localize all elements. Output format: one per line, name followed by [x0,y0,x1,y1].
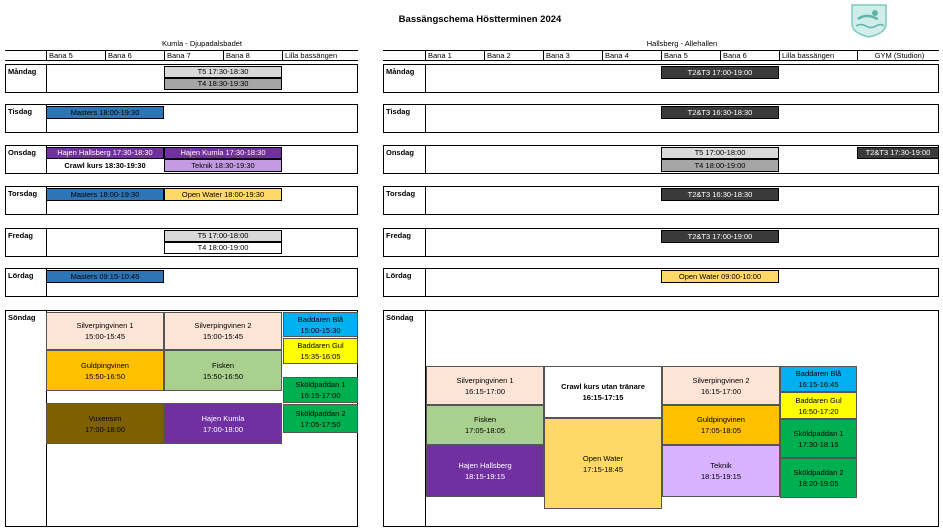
block-name: Silverpingvinen 2 [692,375,750,385]
block-time: 17:05-18:05 [700,426,742,435]
day-label: Söndag [384,311,426,526]
day-label: Lördag [384,269,426,296]
kumla-col-bana7: Bana 7 [164,51,223,61]
block-time: 15:35-16:05 [300,352,341,361]
day-label: Lördag [6,269,47,296]
sunday-block [780,419,857,458]
event-t4: T4 18:00-19:00 [661,159,779,172]
block-name: Baddaren Blå [795,369,842,378]
sunday-block [780,366,857,392]
block-time: 17:05-17:50 [300,419,341,429]
block-name: Sköldpaddan 2 [793,468,844,477]
sunday-block [283,338,358,364]
block-name: Baddaren Gul [795,395,842,405]
event-masters: Masters 09:15-10:45 [46,270,164,283]
day-label: Måndag [6,65,47,92]
event-open-water: Open Water 18:00-19:30 [164,188,282,201]
sunday-block [780,458,857,498]
day-label: Tisdag [6,105,47,132]
sunday-block [46,350,164,391]
block-time: 17:05-18:05 [464,426,506,435]
block-name: Guldpingvinen [697,415,745,424]
event-teknik: Teknik 18:30-19:30 [164,159,282,172]
event-t4: T4 18:00-19:00 [164,242,282,254]
day-label: Tisdag [384,105,426,132]
hallsberg-col-bana2: Bana 2 [484,51,543,61]
event-masters: Masters 18:00-19:30 [46,106,164,119]
sunday-block [164,312,282,350]
hallsberg-col-bana1: Bana 1 [425,51,484,61]
kumla-col-bana5: Bana 5 [46,51,105,61]
block-name: Silverpingvinen 2 [194,321,252,330]
sunday-block [46,312,164,350]
block-name: Sköldpaddan 1 [793,428,844,438]
block-time: 16:15-17:00 [300,391,341,400]
block-name: Silverpingvinen 1 [456,375,514,385]
block-name: Baddaren Blå [297,314,344,324]
sunday-block [662,366,780,405]
hallsberg-header-row [383,50,939,61]
sunday-block [544,418,662,509]
day-label: Måndag [384,65,426,92]
event-t5: T5 17:00-18:00 [661,147,779,159]
block-time: 18:15-19:15 [464,472,506,481]
hallsberg-col-bana6: Bana 6 [720,51,779,61]
event-hajen-hallsberg: Hajen Hallsberg 17:30-18:30 [46,147,164,159]
day-label: Torsdag [6,187,47,214]
sunday-block [46,403,164,444]
block-time: 16:15-17:00 [464,386,506,396]
hallsberg-col-bana5: Bana 5 [661,51,720,61]
sunday-block [544,366,662,418]
event-gym-t2t3: T2&T3 17:30-19:00 [857,147,939,159]
block-name: Crawl kurs utan tränare [561,382,645,391]
sunday-block [426,405,544,445]
sunday-block [780,392,857,419]
block-time: 16:15-17:00 [700,386,742,396]
block-time: 17:00-18:00 [84,424,126,434]
kumla-col-bana8: Bana 8 [223,51,282,61]
event-t5: T5 17:30-18:30 [164,66,282,78]
block-name: Sköldpaddan 2 [295,408,346,418]
day-label: Söndag [6,311,47,526]
block-time: 18:20-19:05 [798,479,839,488]
block-name: Guldpingvinen [81,360,129,370]
page-title: Bassängschema Höstterminen 2024 [398,14,562,25]
sunday-block [283,312,358,337]
hallsberg-venue-title: Hallsberg - Allehallen [646,39,718,48]
day-label: Onsdag [6,146,47,173]
block-time: 15:50-16:50 [84,371,126,381]
event-t2t3: T2&T3 16:30-18:30 [661,106,779,119]
kumla-col-lilla: Lilla bassängen [282,51,358,61]
sunday-block [662,405,780,445]
block-time: 15:00-15:45 [202,332,244,341]
hallsberg-col-gym: GYM (Studion) [857,51,939,61]
block-time: 16:15-17:15 [582,393,624,402]
block-name: Fisken [211,360,235,370]
block-name: Teknik [710,461,732,470]
hallsberg-col-bana4: Bana 4 [602,51,661,61]
block-time: 15:50-16:50 [202,371,244,381]
hallsberg-col-lilla: Lilla bassängen [779,51,857,61]
event-hajen-kumla: Hajen Kumla 17:30-18:30 [164,147,282,159]
block-name: Baddaren Gul [297,341,344,350]
block-name: Silverpingvinen 1 [76,321,134,330]
block-time: 15:00-15:45 [84,332,126,341]
event-t2t3: T2&T3 17:00-19:00 [661,230,779,243]
block-time: 16:50-17:20 [798,406,839,416]
event-t5: T5 17:00-18:00 [164,230,282,242]
day-label: Fredag [384,229,426,256]
sunday-block [662,445,780,497]
kumla-col-bana6: Bana 6 [105,51,164,61]
block-name: Hajen Hallsberg [458,461,512,470]
block-time: 18:15-19:15 [700,472,742,481]
event-crawl-kurs: Crawl kurs 18:30-19:30 [64,161,146,170]
sunday-block [164,403,282,444]
block-time: 17:15-18:45 [582,464,624,474]
sunday-block [283,404,358,433]
block-time: 17:00-18:00 [202,424,244,434]
event-masters: Masters 18:00-19:30 [46,188,164,201]
sunday-block [426,366,544,405]
sunday-block [426,445,544,497]
block-time: 16:15-16:45 [798,380,839,389]
block-time: 15:00-15:30 [300,325,341,335]
block-name: Vuxensim [88,413,122,423]
block-name: Fisken [473,415,497,424]
event-open-water: Open Water 09:00-10:00 [661,270,779,283]
swimmer-logo-icon [849,2,889,38]
event-t4: T4 18:30-19:30 [164,78,282,90]
block-name: Open Water [582,453,624,463]
day-label: Onsdag [384,146,426,173]
day-label: Fredag [6,229,47,256]
event-t2t3: T2&T3 16:30-18:30 [661,188,779,201]
kumla-header-row [5,50,358,61]
block-time: 17:30-18:15 [798,439,839,449]
sunday-block [164,350,282,391]
event-t2t3: T2&T3 17:00-19:00 [661,66,779,79]
block-name: Sköldpaddan 1 [295,380,346,389]
kumla-venue-title: Kumla - Djupadalsbadet [161,39,243,48]
sunday-block [283,377,358,403]
hallsberg-col-bana3: Bana 3 [543,51,602,61]
block-name: Hajen Kumla [201,413,245,423]
day-label: Torsdag [384,187,426,214]
